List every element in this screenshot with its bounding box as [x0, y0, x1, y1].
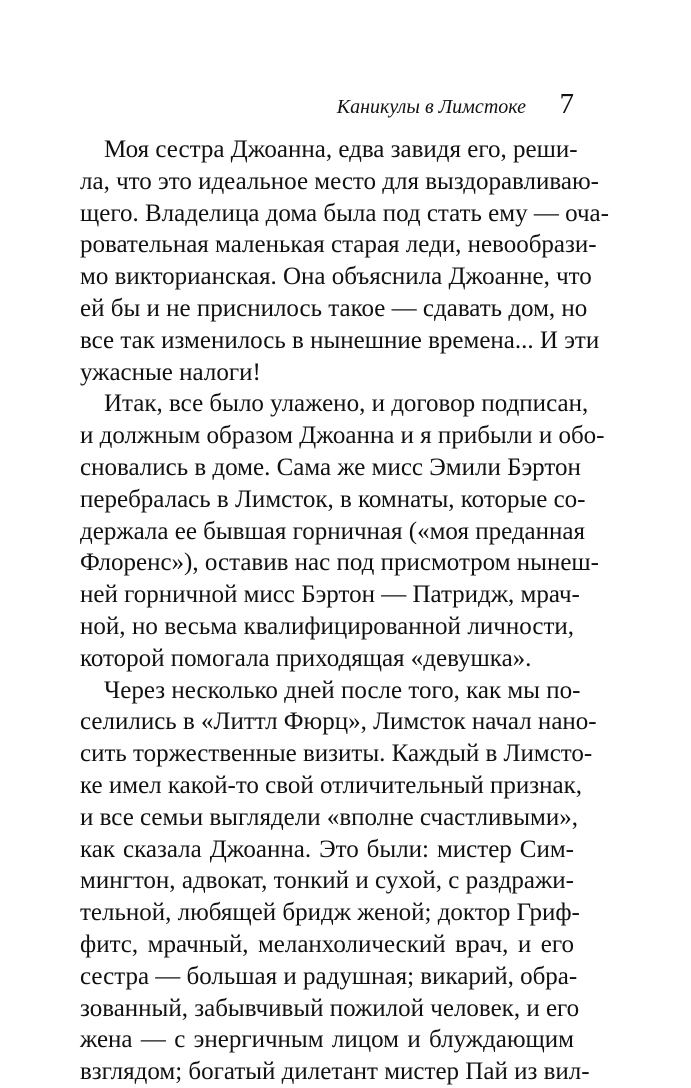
text-line: как сказала Джоанна. Это были: мистер Сим-: [80, 835, 574, 863]
text-line: сить торжественные визиты. Каждый в Лимсто-: [80, 740, 593, 768]
text-line: ей бы и не приснилось такое — сдавать дом, но: [80, 294, 588, 322]
text-line: ней горничной мисс Бэртон — Патридж, мрач-: [80, 581, 580, 609]
text-line: фитс, мрачный, меланхолический врач, и его: [80, 930, 574, 958]
text-line: Через несколько дней после того, как мы по-: [104, 676, 581, 704]
text-line: селились в «Литтл Фюрц», Лимсток начал нано-: [80, 708, 597, 736]
text-line: Моя сестра Джоанна, едва завидя его, реши-: [104, 136, 578, 163]
paragraph-1: [80, 134, 609, 388]
paragraph-2: [80, 388, 605, 674]
text-line: ной, но весьма квалифицированной личности,: [80, 612, 574, 640]
text-line: жена — с энергичным лицом и блуждающим: [80, 1026, 574, 1054]
body-text: [80, 134, 609, 1088]
running-head: [80, 90, 574, 124]
text-line: ла, что это идеальное место для выздоравливаю-: [80, 167, 599, 195]
text-line: и должным образом Джоанна и я прибыли и обо-: [80, 422, 605, 450]
text-line: щего. Владелица дома была под стать ему — оча-: [80, 199, 609, 227]
text-line: ке имел какой-то свой отличительный признак,: [80, 771, 583, 799]
paragraph-3: [80, 675, 597, 1088]
text-line: держала ее бывшая горничная («моя преданная: [80, 517, 586, 545]
text-line: взглядом; богатый дилетант мистер Пай из вил-: [80, 1058, 590, 1086]
text-line: тельной, любящей бридж женой; доктор Гриф-: [80, 899, 580, 927]
text-line: перебралась в Лимсток, в комнаты, которые со-: [80, 485, 586, 513]
page-number: 7: [559, 88, 574, 120]
text-line: мо викторианская. Она объяснила Джоанне, что: [80, 263, 592, 291]
text-line: Флоренс»), оставив нас под присмотром нынеш-: [80, 549, 600, 577]
text-line: Итак, все было улажено, и договор подписан,: [104, 390, 589, 418]
text-line: мингтон, адвокат, тонкий и сухой, с раздражи-: [80, 867, 574, 895]
text-line: и все семьи выглядели «вполне счастливыми»,: [80, 803, 578, 831]
text-line: которой помогала приходящая «девушка».: [80, 644, 532, 672]
text-line: все так изменилось в нынешние времена... И эти: [80, 326, 600, 354]
running-title: Каникулы в Лимстоке: [336, 96, 526, 118]
text-line: ужасные налоги!: [80, 358, 261, 386]
text-line: сестра — большая и радушная; викарий, обра-: [80, 962, 578, 990]
text-line: зованный, забывчивый пожилой человек, и его: [80, 994, 580, 1022]
text-line: сновались в доме. Сама же мисс Эмили Бэртон: [80, 453, 581, 481]
text-line: ровательная маленькая старая леди, невообрази-: [80, 231, 597, 259]
